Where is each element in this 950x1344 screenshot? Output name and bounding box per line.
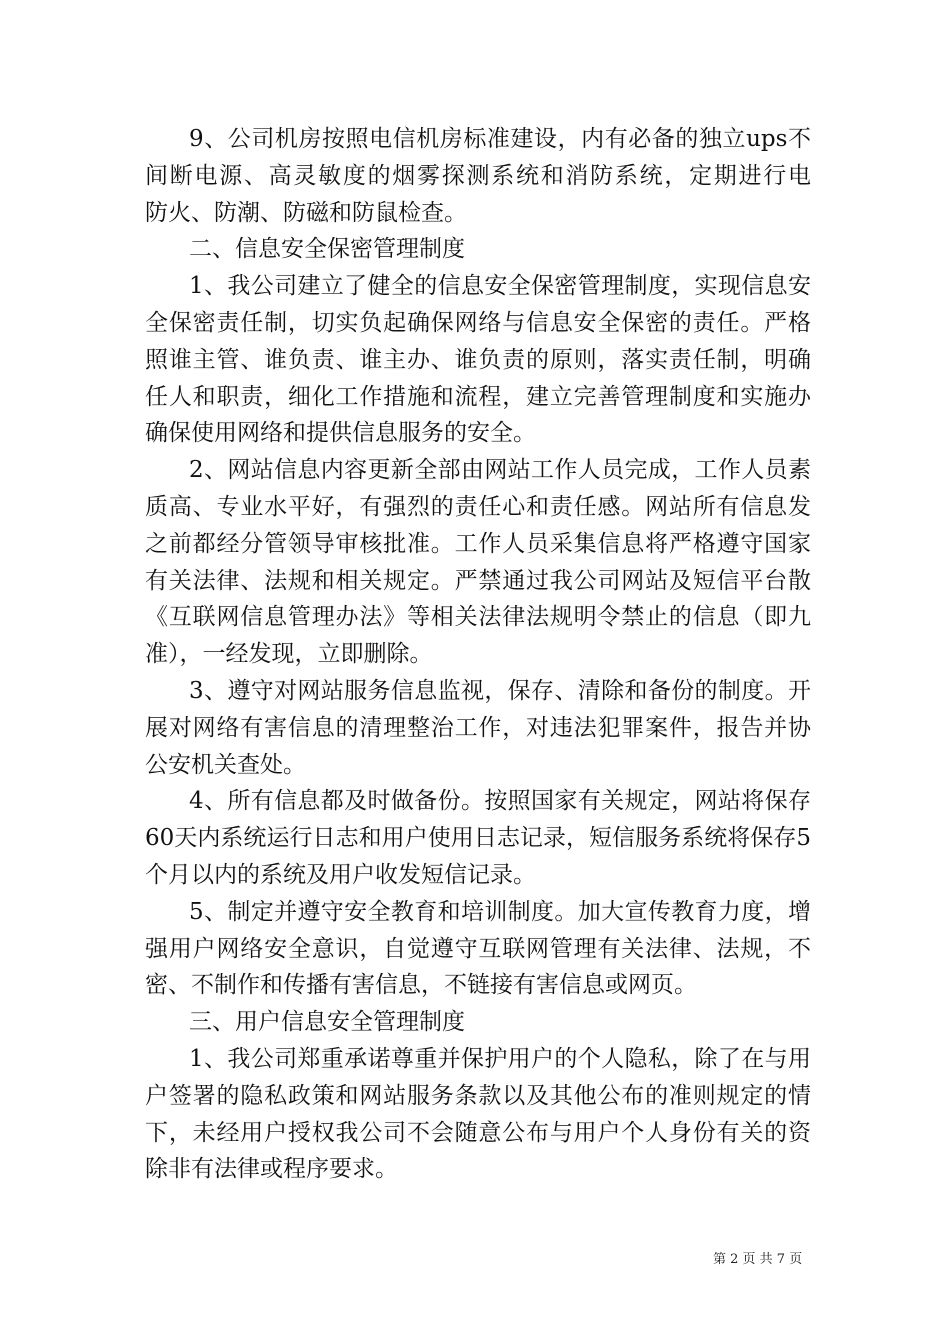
paragraph (145, 452, 811, 673)
text-line: 展对网络有害信息的清理整治工作，对违法犯罪案件，报告并协 (145, 714, 811, 741)
text-line: 60天内系统运行日志和用户使用日志记录，短信服务系统将保存5 (145, 825, 811, 852)
section-heading (145, 231, 811, 268)
text-line: 强用户网络安全意识，自觉遵守互联网管理有关法律、法规，不 (145, 935, 811, 962)
text-line: 5、制定并遵守安全教育和培训制度。加大宣传教育力度，增 (189, 898, 811, 925)
text-line: 密、不制作和传播有害信息，不链接有害信息或网页。 (145, 972, 697, 999)
text-line: 全保密责任制，切实负起确保网络与信息安全保密的责任。严格 (145, 309, 811, 336)
text-line: 3、遵守对网站服务信息监视，保存、清除和备份的制度。开 (189, 677, 811, 704)
text-line: 任人和职责，细化工作措施和流程，建立完善管理制度和实施办 (145, 383, 811, 410)
paragraph (145, 121, 811, 231)
text-line: 照谁主管、谁负责、谁主办、谁负责的原则，落实责任制，明确 (145, 346, 811, 373)
text-line: 1、我公司郑重承诺尊重并保护用户的个人隐私，除了在与用 (189, 1045, 811, 1072)
paragraph (145, 673, 811, 783)
text-line: 《互联网信息管理办法》等相关法律法规明令禁止的信息（即九 (145, 604, 811, 631)
text-line: 下，未经用户授权我公司不会随意公布与用户个人身份有关的资 (145, 1119, 811, 1146)
text-line: 除非有法律或程序要求。 (145, 1156, 398, 1183)
paragraph (145, 268, 811, 452)
text-line: 之前都经分管领导审核批准。工作人员采集信息将严格遵守国家 (145, 530, 811, 557)
text-line: 准），一经发现，立即删除。 (145, 641, 433, 668)
text-line: 4、所有信息都及时做备份。按照国家有关规定，网站将保存 (189, 788, 811, 815)
document-body (145, 121, 811, 1188)
text-line: 防火、防潮、防磁和防鼠检查。 (145, 199, 467, 226)
text-line: 间断电源、高灵敏度的烟雾探测系统和消防系统，定期进行电 (145, 162, 811, 189)
text-line: 有关法律、法规和相关规定。严禁通过我公司网站及短信平台散 (145, 567, 811, 594)
paragraph (145, 894, 811, 1004)
text-line: 户签署的隐私政策和网站服务条款以及其他公布的准则规定的情 (145, 1082, 811, 1109)
paragraph (145, 1041, 811, 1188)
text-line: 二、信息安全保密管理制度 (189, 236, 465, 263)
text-line: 2、网站信息内容更新全部由网站工作人员完成，工作人员素 (189, 457, 811, 484)
text-line: 三、用户信息安全管理制度 (189, 1009, 465, 1036)
section-heading (145, 1004, 811, 1041)
paragraph (145, 783, 811, 893)
text-line: 确保使用网络和提供信息服务的安全。 (145, 420, 536, 447)
text-line: 1、我公司建立了健全的信息安全保密管理制度，实现信息安 (189, 273, 811, 300)
text-line: 个月以内的系统及用户收发短信记录。 (145, 861, 536, 888)
text-line: 9、公司机房按照电信机房标准建设，内有必备的独立ups不 (189, 126, 811, 152)
text-line: 公安机关查处。 (145, 751, 306, 778)
page-number-footer: 第 2 页 共 7 页 (713, 1252, 803, 1267)
text-line: 质高、专业水平好，有强烈的责任心和责任感。网站所有信息发 (145, 493, 811, 520)
